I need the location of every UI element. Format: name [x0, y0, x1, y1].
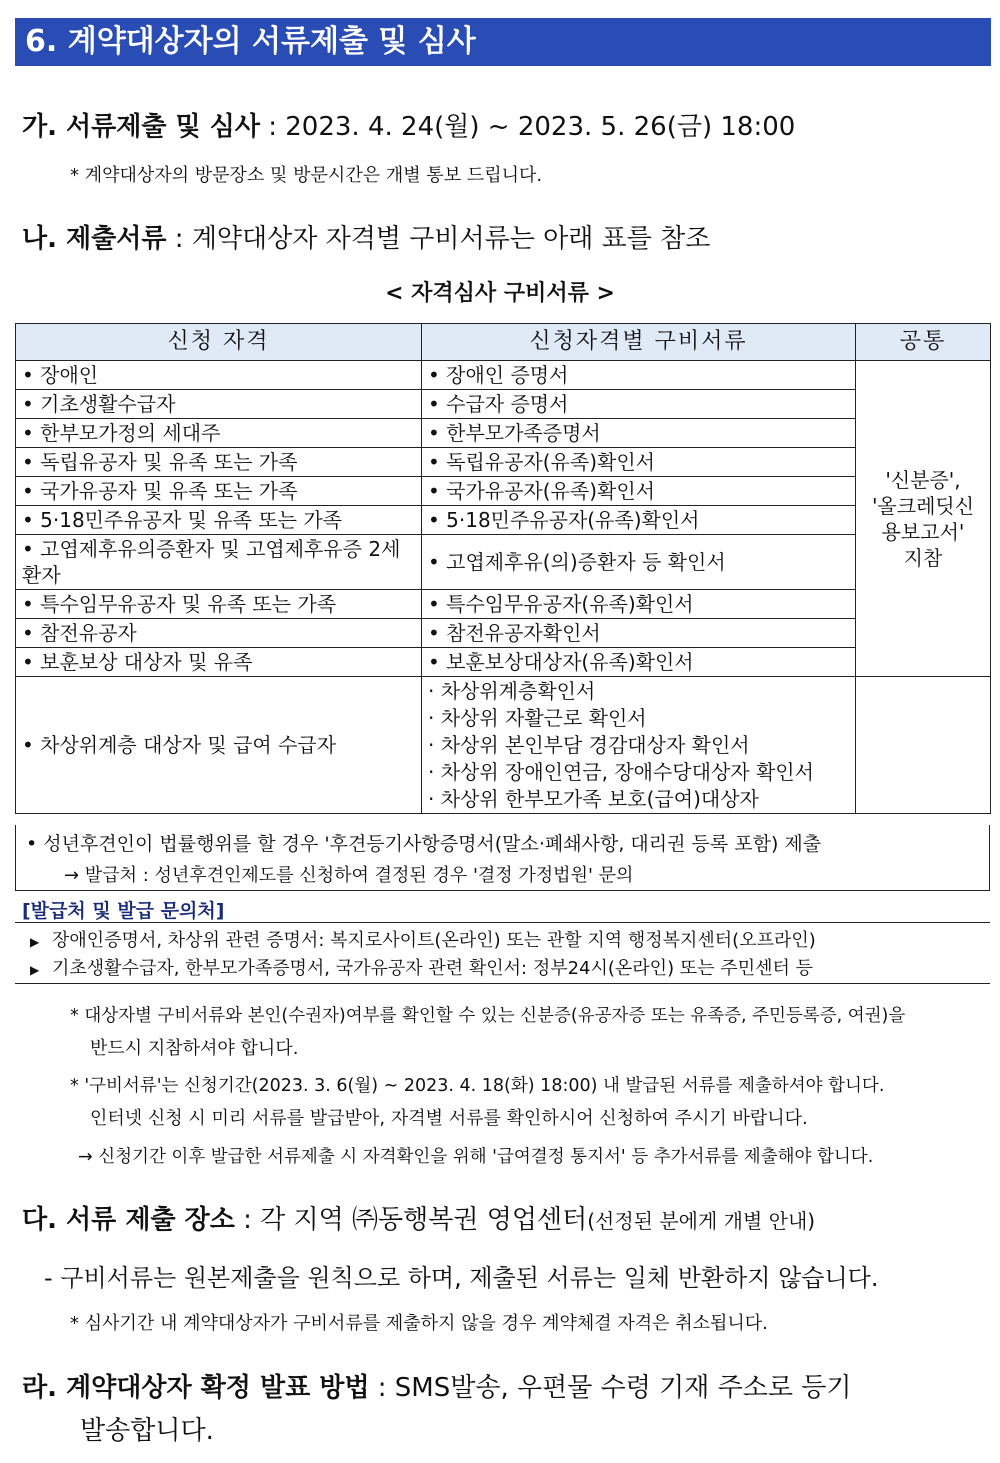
qualification-cell: • 기초생활수급자 — [16, 390, 422, 419]
qualification-cell: • 독립유공자 및 유족 또는 가족 — [16, 448, 422, 477]
issuer-divider-bottom — [15, 983, 990, 984]
section-d-title: 라. 계약대상자 확정 발표 방법 — [22, 1373, 370, 1403]
document-cell: • 수급자 증명서 — [422, 390, 856, 419]
document-cell: • 특수임무유공자(유족)확인서 — [422, 590, 856, 619]
common-line: 용보고서' — [881, 519, 965, 544]
document-item: · 차상위 본인부담 경감대상자 확인서 — [428, 732, 750, 757]
section-c-note: * 심사기간 내 계약대상자가 구비서류를 제출하지 않을 경우 계약체결 자격은 취소됩니다. — [70, 1313, 768, 1334]
note-2b: 인터넷 신청 시 미리 서류를 발급받아, 자격별 서류를 확인하시어 신청하여 주시기 바랍니다. — [90, 1108, 808, 1129]
common-cell-empty — [856, 677, 991, 814]
section-b-sep: : — [166, 224, 192, 254]
section-c-title: 다. 서류 제출 장소 — [22, 1205, 235, 1235]
table-row — [16, 390, 991, 419]
common-line: '올크레딧신 — [871, 493, 975, 518]
table-row — [16, 590, 991, 619]
document-cell: • 참전유공자확인서 — [422, 619, 856, 648]
issuer-item-text: 기초생활수급자, 한부모가족증명서, 국가유공자 관련 확인서: 정부24시(온라인) 또는 주민센터 등 — [52, 958, 813, 979]
document-list-cell — [422, 677, 856, 814]
common-line: '신분증', — [885, 467, 961, 492]
table-row — [16, 419, 991, 448]
section-c-value-small: (선정된 분에게 개별 안내) — [587, 1209, 816, 1233]
section-c — [22, 1199, 815, 1236]
document-item: · 차상위 자활근로 확인서 — [428, 705, 647, 730]
table-row — [16, 477, 991, 506]
document-item: · 차상위 장애인연금, 장애수당대상자 확인서 — [428, 759, 814, 784]
qualification-cell: • 특수임무유공자 및 유족 또는 가족 — [16, 590, 422, 619]
table-row — [16, 448, 991, 477]
common-cell — [856, 361, 991, 677]
section-c-value: 각 지역 ㈜동행복권 영업센터 — [260, 1205, 588, 1235]
guardian-line: • 성년후견인이 법률행위를 할 경우 '후견등기사항증명서(말소·폐쇄사항, 대리권 등록 포함) 제출 — [26, 833, 822, 855]
document-cell: • 장애인 증명서 — [422, 361, 856, 390]
section-a-note: * 계약대상자의 방문장소 및 방문시간은 개별 통보 드립니다. — [70, 165, 543, 186]
qualification-cell: • 보훈보상 대상자 및 유족 — [16, 648, 422, 677]
section-b-title: 나. 제출서류 — [22, 224, 167, 254]
note-1b: 반드시 지참하셔야 합니다. — [90, 1038, 299, 1059]
issuer-item — [30, 926, 816, 952]
documents-table — [15, 323, 991, 814]
issuer-item-text: 장애인증명서, 차상위 관련 증명서: 복지로사이트(온라인) 또는 관할 지역 행정복지센터(오프라인) — [52, 930, 816, 951]
section-a-sep: : — [259, 112, 286, 142]
section-c-line: - 구비서류는 원본제출을 원칙으로 하며, 제출된 서류는 일체 반환하지 않습니다. — [44, 1264, 879, 1292]
qualification-cell: • 국가유공자 및 유족 또는 가족 — [16, 477, 422, 506]
table-title: < 자격심사 구비서류 > — [385, 281, 615, 306]
section-banner: 6. 계약대상자의 서류제출 및 심사 — [15, 18, 991, 66]
triangle-bullet-icon: ▶ — [30, 963, 40, 977]
document-cell: • 5·18민주유공자(유족)확인서 — [422, 506, 856, 535]
guardian-issuer-line: → 발급처 : 성년후견인제도를 신청하여 결정된 경우 '결정 가정법원' 문의 — [64, 865, 634, 886]
qualification-cell: • 차상위계층 대상자 및 급여 수급자 — [16, 677, 422, 814]
section-d — [22, 1367, 851, 1404]
section-c-sep: : — [234, 1205, 261, 1235]
section-b-value: 계약대상자 자격별 구비서류는 아래 표를 참조 — [191, 224, 711, 254]
guardian-row — [15, 825, 990, 891]
document-cell: • 한부모가족증명서 — [422, 419, 856, 448]
note-2a: * '구비서류'는 신청기간(2023. 3. 6(월) ~ 2023. 4. 18(화) 18:00) 내 발급된 서류를 제출하셔야 합니다. — [70, 1076, 885, 1096]
section-d-value: SMS발송, 우편물 수령 기재 주소로 등기 — [394, 1373, 852, 1403]
section-d-value-2: 발송합니다. — [80, 1416, 214, 1446]
table-row — [16, 506, 991, 535]
document-cell: • 독립유공자(유족)확인서 — [422, 448, 856, 477]
issuer-title: [발급처 및 발급 문의처] — [22, 900, 225, 922]
note-1a: * 대상자별 구비서류와 본인(수권자)여부를 확인할 수 있는 신분증(유공자증 또는 유족증, 주민등록증, 여권)을 — [70, 1006, 906, 1026]
table-header-row — [16, 324, 991, 361]
qualification-cell: • 5·18민주유공자 및 유족 또는 가족 — [16, 506, 422, 535]
document-item: · 차상위계층확인서 — [428, 678, 596, 703]
table-row — [16, 677, 991, 814]
table-row — [16, 535, 991, 590]
section-a — [22, 106, 795, 143]
document-cell: • 국가유공자(유족)확인서 — [422, 477, 856, 506]
header-documents: 신청자격별 구비서류 — [422, 324, 856, 361]
section-b — [22, 218, 710, 255]
document-cell: • 고엽제후유(의)증환자 등 확인서 — [422, 535, 856, 590]
qualification-cell: • 고엽제후유의증환자 및 고엽제후유증 2세환자 — [16, 535, 422, 590]
qualification-cell: • 장애인 — [16, 361, 422, 390]
common-line: 지참 — [903, 545, 943, 570]
qualification-cell: • 참전유공자 — [16, 619, 422, 648]
document-item: · 차상위 한부모가족 보호(급여)대상자 — [428, 786, 759, 811]
table-row — [16, 619, 991, 648]
section-a-title: 가. 서류제출 및 심사 — [22, 112, 260, 142]
header-common: 공통 — [856, 324, 991, 361]
document-cell: • 보훈보상대상자(유족)확인서 — [422, 648, 856, 677]
header-qualification: 신청 자격 — [16, 324, 422, 361]
issuer-item — [30, 954, 813, 980]
table-row — [16, 361, 991, 390]
triangle-bullet-icon: ▶ — [30, 935, 40, 949]
section-d-sep: : — [369, 1373, 395, 1403]
note-3: → 신청기간 이후 발급한 서류제출 시 자격확인을 위해 '급여결정 통지서' 등 추가서류를 제출해야 합니다. — [78, 1147, 874, 1167]
issuer-divider-top — [15, 922, 990, 923]
section-a-value: 2023. 4. 24(월) ~ 2023. 5. 26(금) 18:00 — [285, 112, 796, 142]
table-row — [16, 648, 991, 677]
qualification-cell: • 한부모가정의 세대주 — [16, 419, 422, 448]
